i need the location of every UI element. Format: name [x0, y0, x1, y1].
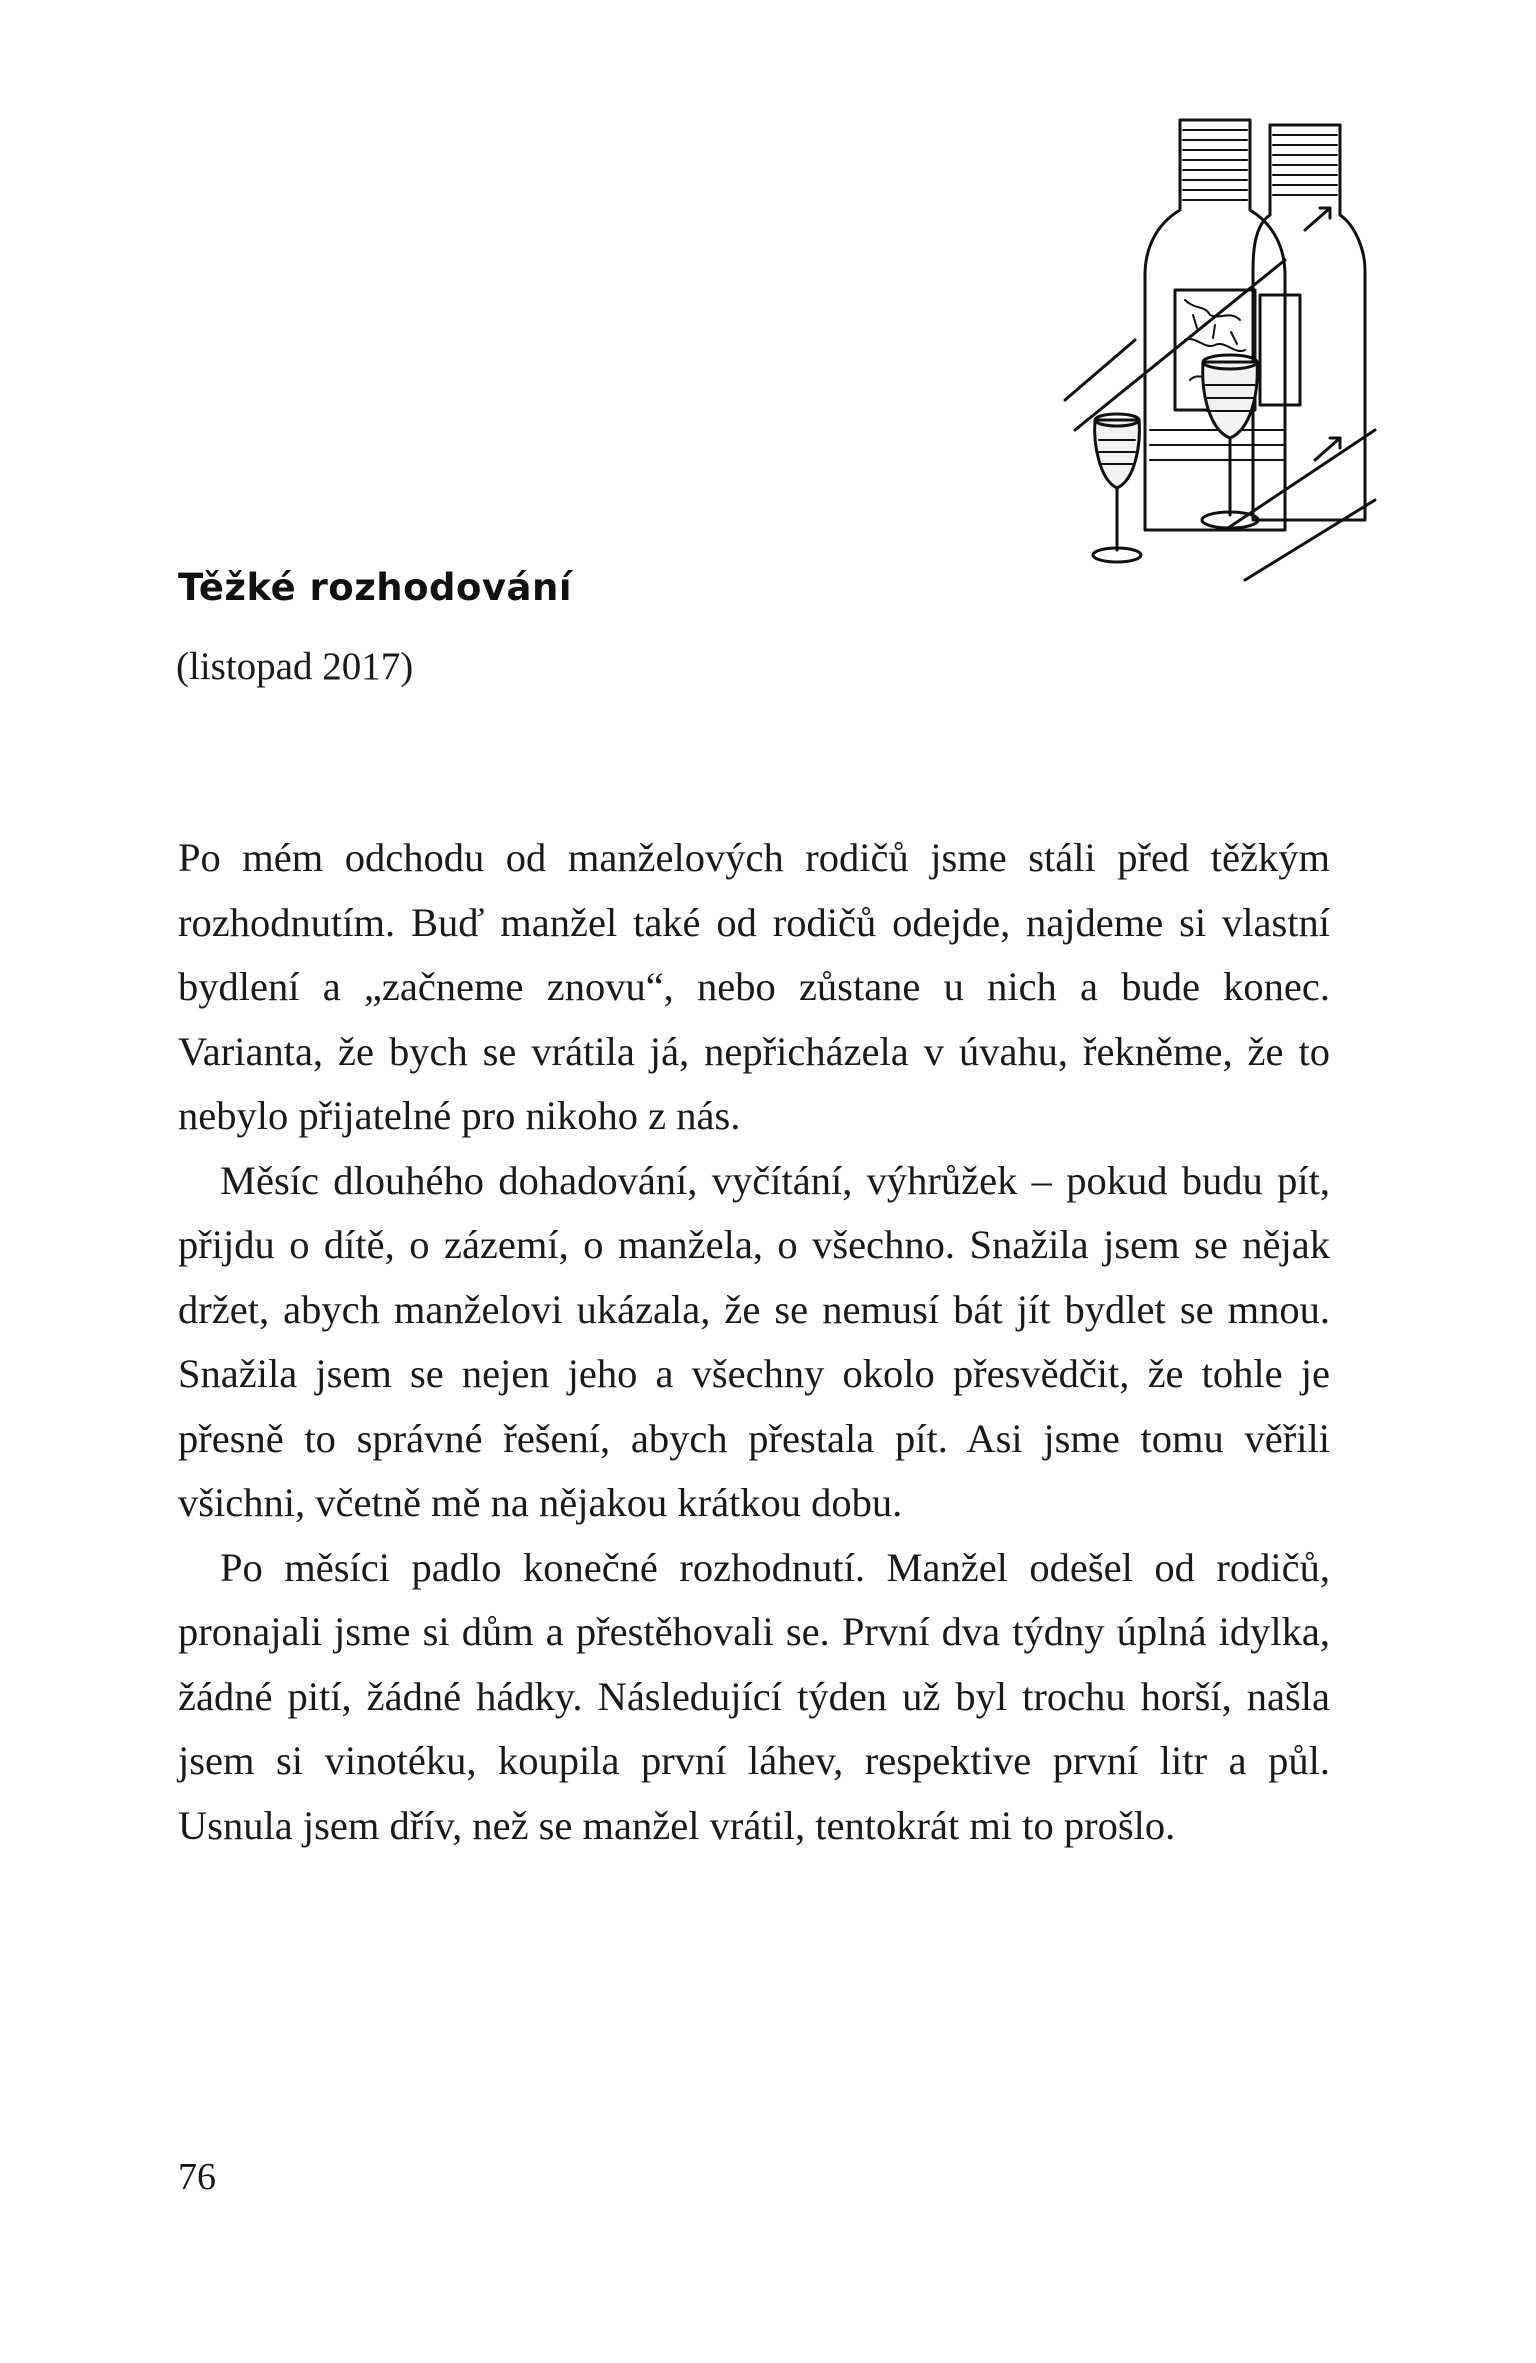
- chapter-title: Těžké rozhodování: [178, 566, 573, 609]
- paragraph: Po měsíci padlo konečné rozhodnutí. Manžel odešel od rodičů, pronajali jsme si dům a přestěhovali se. První dva týdny úplná idylka, žádné pití, žádné hádky. Následující týden už byl trochu horší, našla jsem si vinotéku, koupila první láhev, respektive první litr a půl. Usnula jsem dřív, než se manžel vrátil, tentokrát mi to prošlo.: [178, 1544, 1330, 1848]
- page-number: 76: [178, 2156, 216, 2198]
- wine-bottles-and-glasses-illustration: [1055, 100, 1385, 590]
- body-text: [178, 826, 1330, 1858]
- paragraph: Po mém odchodu od manželových rodičů jsme stáli před těžkým rozhodnutím. Buď manžel také od rodičů odejde, najdeme si vlastní bydlení a „začneme znovu“, nebo zůstane u nich a bude konec. Varianta, že bych se vrátila já, nepřicházela v úvahu, řekněme, že to nebylo přijatelné pro nikoho z nás.: [178, 835, 1330, 1138]
- paragraph: Měsíc dlouhého dohadování, vyčítání, výhrůžek – pokud budu pít, přijdu o dítě, o zázemí, o manžela, o všechno. Snažila jsem se nějak držet, abych manželovi ukázala, že se nemusí bát jít bydlet se mnou. Snažila jsem se nejen jeho a všechny okolo přesvědčit, že tohle je přesně to správné řešení, abych přestala pít. Asi jsme tomu věřili všichni, včetně mě na nějakou krátkou dobu.: [178, 1157, 1330, 1525]
- chapter-date: (listopad 2017): [176, 645, 414, 688]
